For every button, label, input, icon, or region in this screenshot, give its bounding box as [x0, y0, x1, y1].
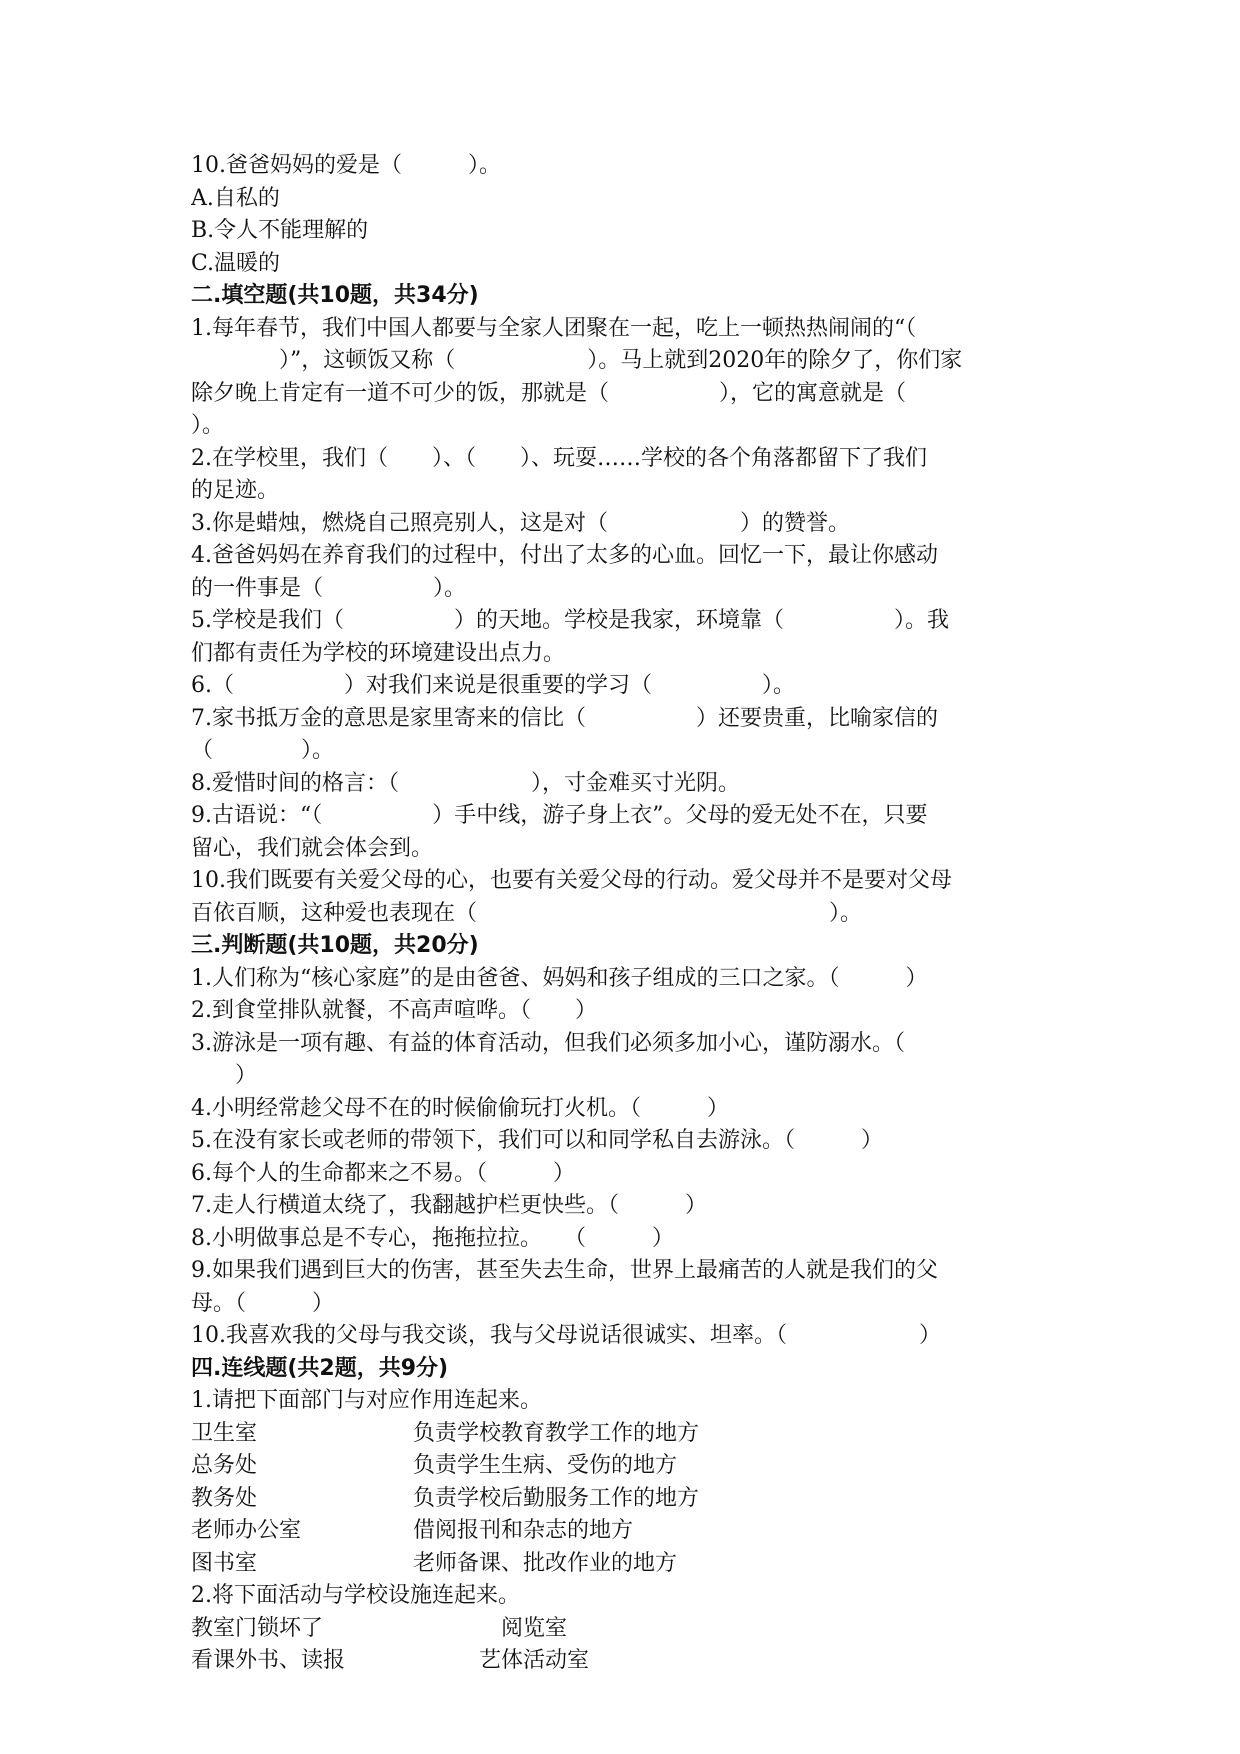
fill-line: 百依百顺，这种爱也表现在（ ）。	[191, 900, 863, 926]
judge-line: 10.我喜欢我的父母与我交谈，我与父母说话很诚实、坦率。（ ）	[191, 1323, 941, 1348]
matching-row	[191, 1483, 1071, 1516]
fill-line: 5.学校是我们（ ）的天地。学校是我家，环境靠（ ）。我	[191, 608, 949, 633]
matching-row	[191, 1450, 1071, 1483]
matching-right-item: 借阅报刊和杂志的地方	[413, 1518, 634, 1543]
fill-line: 8.爱惜时间的格言：（ ），寸金难买寸光阴。	[191, 770, 740, 796]
judge-line: 6.每个人的生命都来之不易。（ ）	[191, 1160, 575, 1186]
fill-line: 10.我们既要有关爱父母的心，也要有关爱父母的行动。爱父母并不是要对父母	[191, 868, 952, 893]
fill-line: 2.在学校里，我们（ ）、（ ）、玩耍……学校的各个角落都留下了我们	[191, 445, 927, 471]
matching-right-item: 老师备课、批改作业的地方	[413, 1550, 678, 1576]
matching-row	[191, 1645, 1071, 1678]
judge-line: 3.游泳是一项有趣、有益的体育活动，但我们必须多加小心，谨防溺水。（	[191, 1030, 905, 1056]
judge-line: 母。（ ）	[191, 1290, 335, 1316]
matching-row	[191, 1418, 1071, 1451]
fill-line: 6.（ ）对我们来说是很重要的学习（ ）。	[191, 673, 795, 698]
matching-q1-stem: 1.请把下面部门与对应作用连起来。	[191, 1388, 542, 1413]
worksheet-page	[191, 150, 1071, 1678]
matching-right-item: 阅览室	[501, 1615, 568, 1641]
fill-line: 4.爸爸妈妈在养育我们的过程中，付出了太多的心血。回忆一下，最让你感动	[191, 543, 938, 568]
matching-left-item: 老师办公室	[191, 1518, 302, 1543]
fill-line: 除夕晚上肯定有一道不可少的饭，那就是（ ），它的寓意就是（	[191, 380, 907, 406]
option-c: C.温暖的	[191, 250, 281, 276]
fill-line: 们都有责任为学校的环境建设出点力。	[191, 640, 566, 666]
judge-line: ）	[191, 1063, 258, 1088]
matching-left-item: 卫生室	[191, 1420, 258, 1446]
matching-left-item: 教室门锁坏了	[191, 1615, 324, 1641]
matching-left-item: 看课外书、读报	[191, 1648, 346, 1673]
judge-line: 1.人们称为“核心家庭”的是由爸爸、妈妈和孩子组成的三口之家。（ ）	[191, 965, 928, 991]
section-heading-fill-blank: 二.填空题(共10题，共34分)	[191, 283, 479, 308]
matching-row	[191, 1548, 1071, 1581]
fill-line: 留心，我们就会体会到。	[191, 835, 434, 861]
judge-line: 2.到食堂排队就餐，不高声喧哗。（ ）	[191, 998, 597, 1023]
matching-right-item: 负责学校教育教学工作的地方	[413, 1420, 700, 1446]
fill-line: （ ）。	[191, 738, 335, 763]
judge-line: 9.如果我们遇到巨大的伤害，甚至失去生命，世界上最痛苦的人就是我们的父	[191, 1258, 938, 1283]
matching-q2-stem: 2.将下面活动与学校设施连起来。	[191, 1583, 520, 1608]
matching-right-item: 负责学生生病、受伤的地方	[413, 1453, 678, 1478]
section-heading-true-false: 三.判断题(共10题，共20分)	[191, 933, 479, 958]
matching-left-item: 图书室	[191, 1550, 258, 1576]
section-heading-matching: 四.连线题(共2题，共9分)	[191, 1355, 449, 1381]
question-stem: 10.爸爸妈妈的爱是（ ）。	[191, 153, 501, 178]
fill-line: ）。	[191, 413, 225, 438]
fill-line: 的足迹。	[191, 478, 280, 503]
judge-line: 4.小明经常趁父母不在的时候偷偷玩打火机。（ ）	[191, 1095, 729, 1121]
fill-line: 3.你是蜡烛，燃烧自己照亮别人，这是对（ ）的赞誉。	[191, 510, 850, 536]
matching-left-item: 教务处	[191, 1485, 258, 1511]
fill-line: 的一件事是（ ）。	[191, 575, 467, 601]
matching-row	[191, 1515, 1071, 1548]
judge-line: 5.在没有家长或老师的带领下，我们可以和同学私自去游泳。（ ）	[191, 1128, 883, 1153]
judge-line: 7.走人行横道太绕了，我翻越护栏更快些。（ ）	[191, 1193, 707, 1218]
judge-line: 8.小明做事总是不专心，拖拖拉拉。 （ ）	[191, 1225, 674, 1251]
matching-left-item: 总务处	[191, 1453, 258, 1478]
matching-right-item: 艺体活动室	[479, 1648, 590, 1673]
fill-line: ）”，这顿饭又称（ ）。马上就到2020年的除夕了，你们家	[191, 348, 963, 373]
fill-line: 9.古语说：“（ ）手中线，游子身上衣”。父母的爱无处不在，只要	[191, 803, 928, 828]
fill-line: 7.家书抵万金的意思是家里寄来的信比（ ）还要贵重，比喻家信的	[191, 705, 938, 731]
fill-line: 1.每年春节，我们中国人都要与全家人团聚在一起，吃上一顿热热闹闹的“（	[191, 315, 917, 341]
matching-row	[191, 1613, 1071, 1646]
option-a: A.自私的	[191, 185, 280, 211]
option-b: B.令人不能理解的	[191, 218, 369, 243]
matching-right-item: 负责学校后勤服务工作的地方	[413, 1485, 700, 1511]
